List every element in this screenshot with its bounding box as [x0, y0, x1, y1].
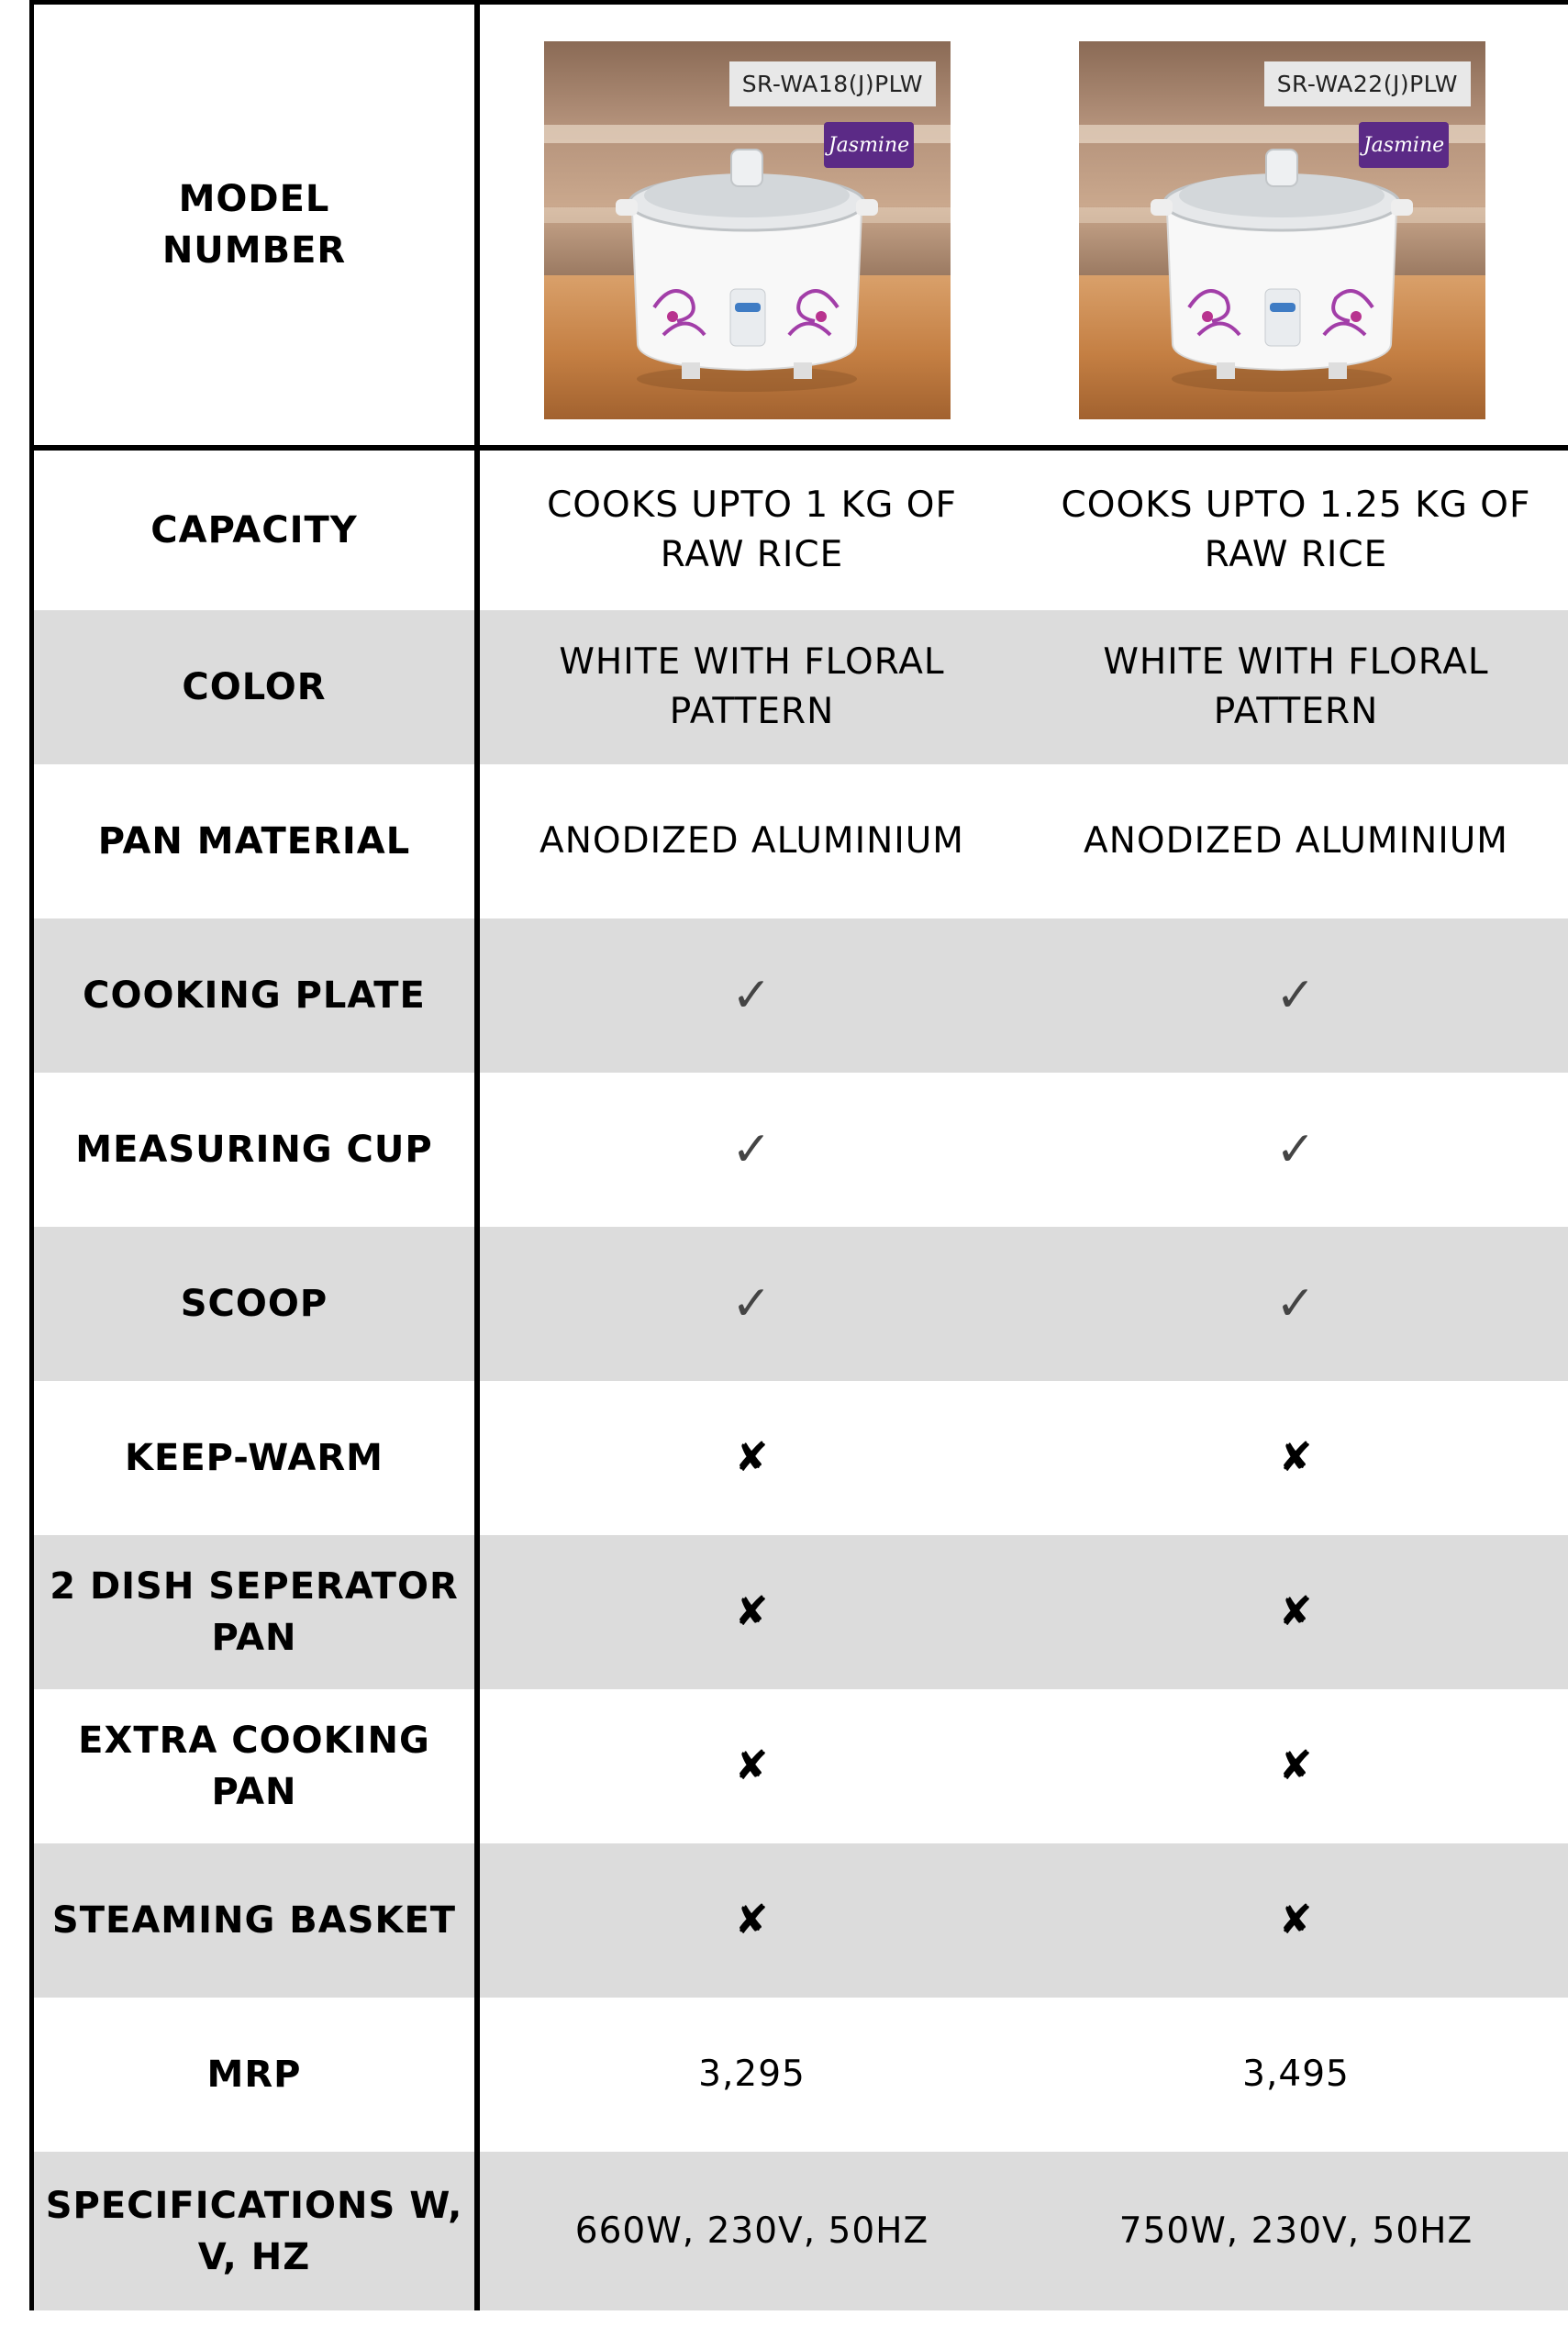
- row-value-1: ANODIZED ALUMINIUM: [539, 820, 964, 862]
- comparison-table: [29, 0, 1568, 2310]
- row-label: COLOR: [182, 666, 327, 708]
- row-label: 2 DISH SEPERATOR PAN: [50, 1565, 459, 1659]
- row-value-1: 660W, 230V, 50HZ: [574, 2210, 929, 2252]
- row-label: MRP: [206, 2054, 302, 2096]
- product-image-2: [1079, 41, 1485, 419]
- row-label: MEASURING CUP: [75, 1129, 433, 1171]
- row-value-1: WHITE WITH FLORAL PATTERN: [559, 641, 945, 732]
- model-tag-2: SR-WA22(J)PLW: [1264, 61, 1471, 106]
- table-row: [34, 918, 1568, 1073]
- series-badge-1: Jasmine: [824, 122, 914, 168]
- table-row: [34, 1227, 1568, 1381]
- row-label: COOKING PLATE: [83, 974, 426, 1017]
- table-row: [34, 1998, 1568, 2152]
- row-label: CAPACITY: [150, 509, 358, 551]
- series-badge-2: Jasmine: [1359, 122, 1449, 168]
- column-divider: [474, 5, 480, 2310]
- table-row: [34, 1843, 1568, 1998]
- row-label: SCOOP: [180, 1283, 328, 1325]
- row-value-2: WHITE WITH FLORAL PATTERN: [1103, 641, 1489, 732]
- row-label: KEEP-WARM: [125, 1437, 384, 1479]
- row-label: EXTRA COOKING PAN: [78, 1720, 430, 1813]
- row-value-2: 750W, 230V, 50HZ: [1118, 2210, 1473, 2252]
- header-divider: [34, 445, 1568, 451]
- row-label: PAN MATERIAL: [97, 820, 411, 863]
- header-label: MODEL NUMBER: [161, 178, 347, 272]
- table-row: [34, 610, 1568, 764]
- cross-icon: ✘: [734, 1897, 770, 1943]
- row-label: STEAMING BASKET: [51, 1899, 457, 1942]
- table-row: [34, 764, 1568, 918]
- row-value-1: 3,295: [698, 2054, 806, 2095]
- row-value-1: COOKS UPTO 1 KG OF RAW RICE: [547, 484, 957, 575]
- cross-icon: ✘: [734, 1434, 770, 1481]
- table-row: [34, 1535, 1568, 1689]
- table-row: [34, 2152, 1568, 2310]
- row-label: SPECIFICATIONS W, V, HZ: [45, 2184, 463, 2278]
- check-icon: ✓: [731, 1122, 773, 1177]
- cross-icon: ✘: [1278, 1897, 1314, 1943]
- check-icon: ✓: [731, 1276, 773, 1331]
- table-row: [34, 1689, 1568, 1843]
- row-value-2: ANODIZED ALUMINIUM: [1084, 820, 1508, 862]
- row-value-2: 3,495: [1242, 2054, 1350, 2095]
- cross-icon: ✘: [1278, 1742, 1314, 1789]
- row-value-2: COOKS UPTO 1.25 KG OF RAW RICE: [1061, 484, 1531, 575]
- check-icon: ✓: [1275, 968, 1317, 1023]
- model-tag-1: SR-WA18(J)PLW: [729, 61, 936, 106]
- cross-icon: ✘: [734, 1588, 770, 1635]
- cross-icon: ✘: [1278, 1588, 1314, 1635]
- check-icon: ✓: [1275, 1122, 1317, 1177]
- product-image-1: [544, 41, 951, 419]
- check-icon: ✓: [1275, 1276, 1317, 1331]
- cross-icon: ✘: [1278, 1434, 1314, 1481]
- check-icon: ✓: [731, 968, 773, 1023]
- cross-icon: ✘: [734, 1742, 770, 1789]
- table-row: [34, 1381, 1568, 1535]
- table-row: [34, 1073, 1568, 1227]
- table-row: [34, 451, 1568, 610]
- header-row: [34, 5, 1568, 445]
